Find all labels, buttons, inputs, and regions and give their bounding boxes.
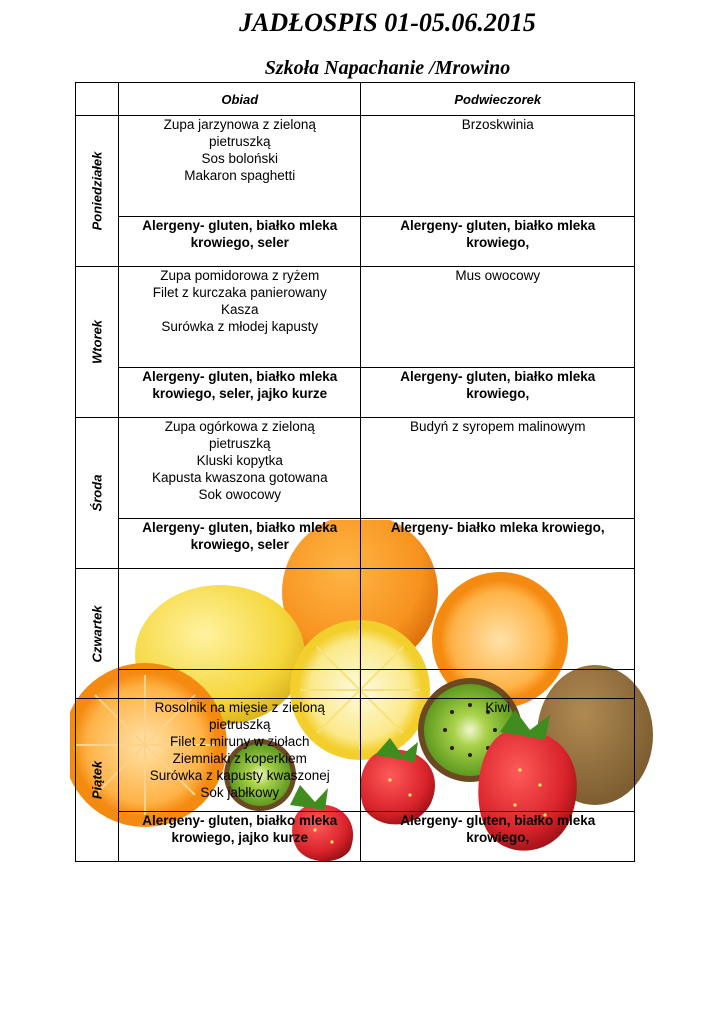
- allergen-podwieczorek-cell: [361, 519, 635, 569]
- obiad-item: Kluski kopytka: [196, 453, 283, 468]
- allergen-podwieczorek-cell: [361, 368, 635, 418]
- podwieczorek-item: Budyń z syropem malinowym: [409, 419, 586, 434]
- obiad-item: pietruszką: [209, 436, 271, 451]
- header-podwieczorek: Podwieczorek: [361, 83, 635, 116]
- obiad-item: Ziemniaki z koperkiem: [172, 751, 307, 766]
- obiad-cell: [119, 116, 361, 217]
- table-header-row: [76, 83, 635, 116]
- header-empty-cell: [76, 83, 119, 116]
- allergen-row: [76, 368, 635, 418]
- allergen-row: [76, 217, 635, 267]
- allergen-text: Alergeny- gluten, białko mleka krowiego,: [400, 813, 596, 845]
- podwieczorek-cell: [361, 699, 635, 812]
- podwieczorek-item: Brzoskwinia: [461, 117, 534, 132]
- obiad-item: Makaron spaghetti: [184, 168, 296, 183]
- obiad-item: Zupa jarzynowa z zieloną: [163, 117, 316, 132]
- allergen-text: Alergeny- gluten, białko mleka krowiego, jajko kurze: [142, 813, 338, 845]
- day-cell: [76, 699, 119, 862]
- obiad-item: Sok owocowy: [198, 487, 282, 502]
- podwieczorek-item: Mus owocowy: [455, 268, 541, 283]
- obiad-item: Filet z kurczaka panierowany: [152, 285, 327, 300]
- allergen-obiad-cell: [119, 812, 361, 862]
- allergen-text: Alergeny- gluten, białko mleka krowiego,: [400, 369, 596, 401]
- obiad-item: Rosolnik na mięsie z zieloną: [154, 700, 325, 715]
- obiad-item: pietruszką: [209, 717, 271, 732]
- obiad-item: Zupa pomidorowa z ryżem: [160, 268, 320, 283]
- day-label: Piątek: [89, 760, 105, 800]
- obiad-item: Sos boloński: [201, 151, 279, 166]
- allergen-text: Alergeny- gluten, białko mleka krowiego, seler, jajko kurze: [142, 369, 338, 401]
- obiad-item: Filet z miruny w ziołach: [170, 734, 310, 749]
- table-row: [76, 699, 635, 812]
- podwieczorek-cell: [361, 418, 635, 519]
- podwieczorek-cell: [361, 116, 635, 217]
- allergen-obiad-cell: [119, 519, 361, 569]
- obiad-cell: [119, 569, 361, 670]
- allergen-obiad-cell: [119, 217, 361, 267]
- day-cell: [76, 569, 119, 699]
- day-cell: [76, 116, 119, 267]
- obiad-cell: [119, 418, 361, 519]
- table-row: [76, 267, 635, 368]
- allergen-text: Alergeny- gluten, białko mleka krowiego, seler: [142, 520, 338, 552]
- day-cell: [76, 267, 119, 418]
- allergen-row: [76, 670, 635, 699]
- day-label: Czwartek: [89, 604, 105, 663]
- allergen-text: Alergeny- gluten, białko mleka krowiego,: [400, 218, 596, 250]
- podwieczorek-cell: [361, 569, 635, 670]
- table-row: [76, 418, 635, 519]
- obiad-cell: [119, 699, 361, 812]
- obiad-item: Surówka z kapusty kwaszonej: [149, 768, 330, 783]
- allergen-podwieczorek-cell: [361, 217, 635, 267]
- obiad-item: Kapusta kwaszona gotowana: [151, 470, 328, 485]
- obiad-item: Zupa ogórkowa z zieloną: [164, 419, 315, 434]
- menu-table: [75, 82, 635, 862]
- table-row: [76, 569, 635, 670]
- page-subtitle: Szkoła Napachanie /Mrowino: [264, 57, 511, 79]
- table-row: [76, 116, 635, 217]
- obiad-item: pietruszką: [209, 134, 271, 149]
- obiad-item: Surówka z młodej kapusty: [161, 319, 319, 334]
- podwieczorek-item: Kiwi: [485, 700, 511, 715]
- obiad-cell: [119, 267, 361, 368]
- day-label: Poniedziałek: [89, 151, 105, 231]
- allergen-obiad-cell: [119, 670, 361, 699]
- allergen-text: Alergeny- gluten, białko mleka krowiego, seler: [142, 218, 338, 250]
- header-obiad: Obiad: [119, 83, 361, 116]
- allergen-podwieczorek-cell: [361, 812, 635, 862]
- allergen-row: [76, 812, 635, 862]
- allergen-obiad-cell: [119, 368, 361, 418]
- obiad-item: Kasza: [221, 302, 259, 317]
- day-cell: [76, 418, 119, 569]
- allergen-podwieczorek-cell: [361, 670, 635, 699]
- day-label: Środa: [89, 474, 105, 512]
- podwieczorek-cell: [361, 267, 635, 368]
- day-label: Wtorek: [89, 319, 105, 365]
- allergen-row: [76, 519, 635, 569]
- allergen-text: Alergeny- białko mleka krowiego,: [390, 520, 605, 535]
- obiad-item: Sok jabłkowy: [200, 785, 280, 800]
- page-title: JADŁOSPIS 01-05.06.2015: [239, 8, 536, 37]
